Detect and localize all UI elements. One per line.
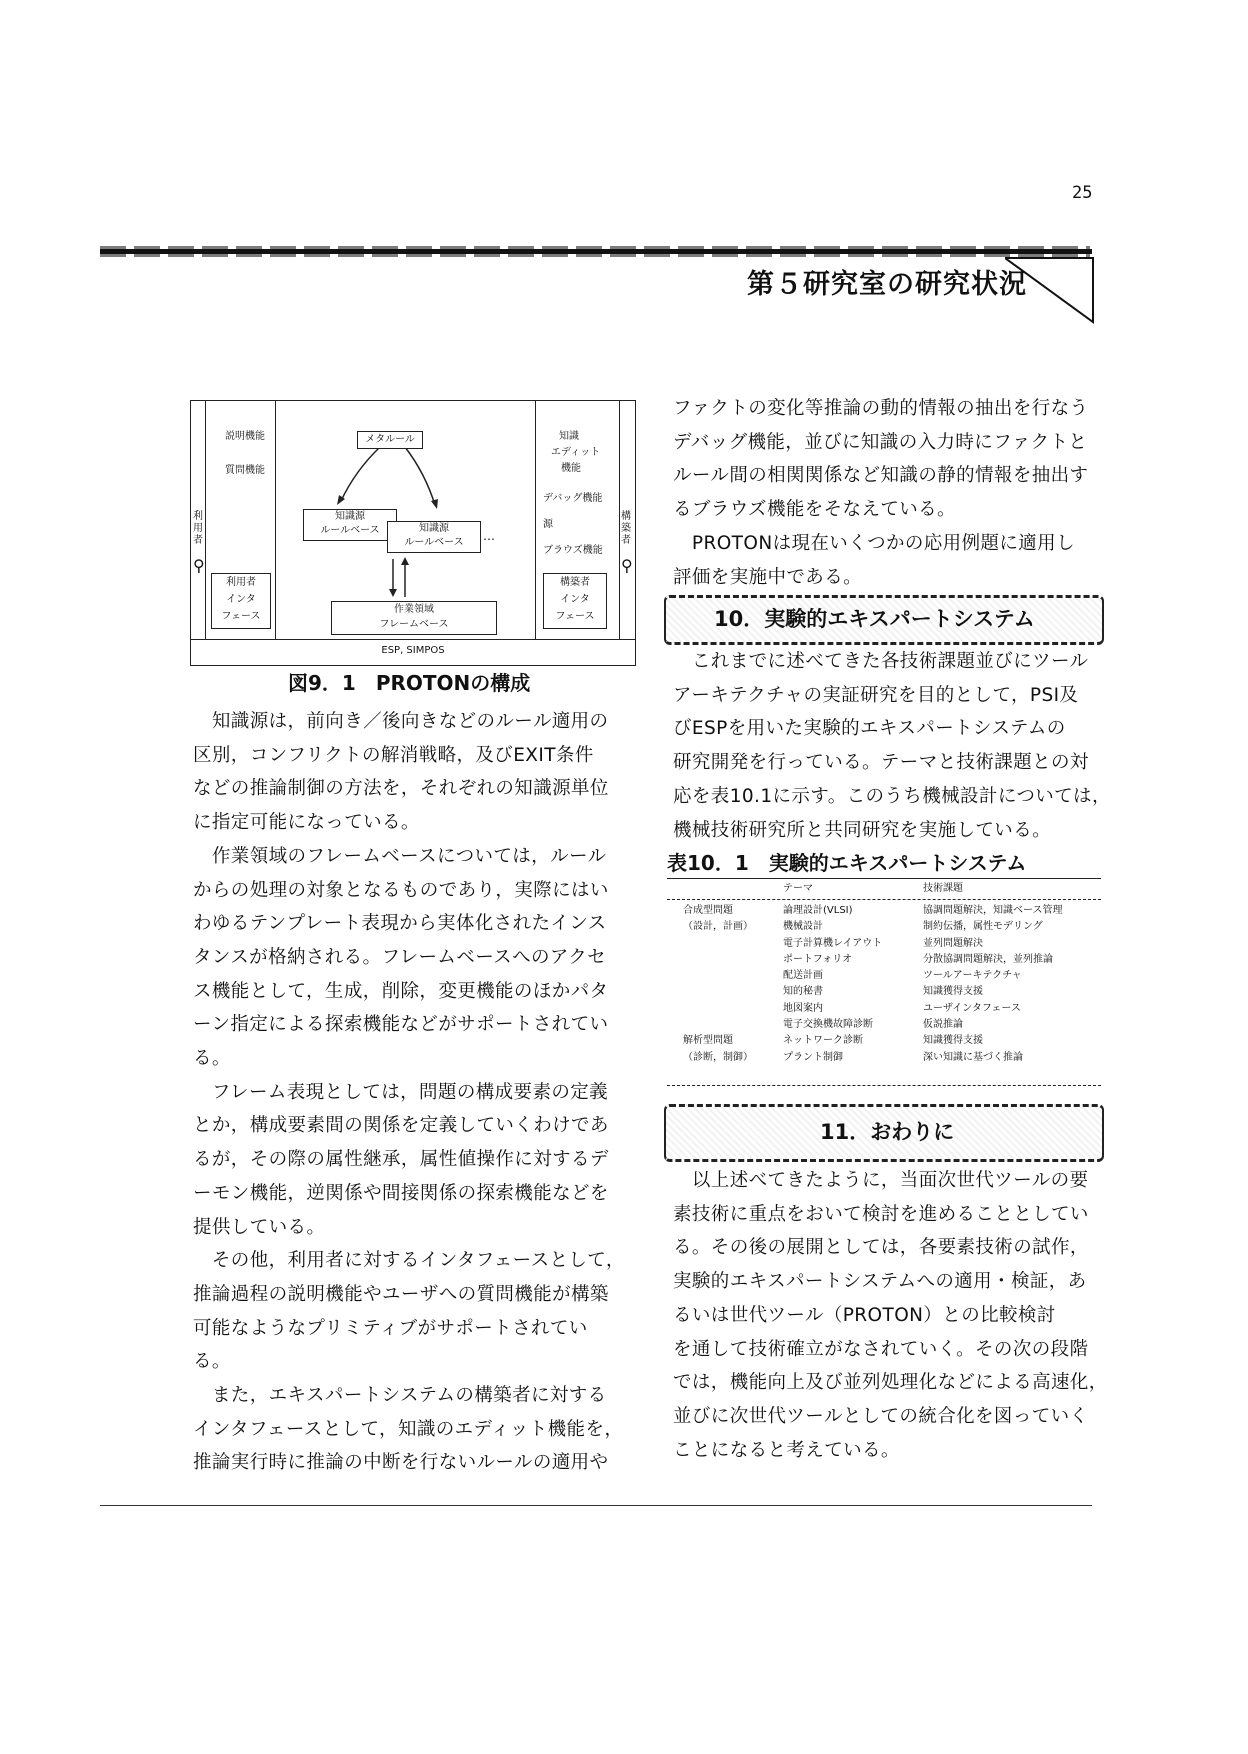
knowledge-source-line: ルールベース	[404, 537, 464, 548]
builder-interface-line: インタ	[560, 594, 590, 605]
figure-divider	[205, 401, 206, 639]
bottom-rule	[100, 1505, 1092, 1506]
work-area-line: 作業領域	[394, 604, 434, 615]
section-title: 第５研究室の研究状況	[747, 269, 1027, 300]
page-number: 25	[1072, 183, 1093, 203]
question-function-label: 質問機能	[225, 465, 265, 476]
explanation-function-label: 説明機能	[225, 431, 265, 442]
source-label: 源	[543, 519, 553, 530]
user-interface-line: フェース	[221, 611, 261, 622]
proton-architecture-figure	[190, 400, 636, 666]
table-issue-column: 協調問題解決，知識ベース管理 制約伝播，属性モデリング 並列問題解決 分散協調問題解決，並列推論 ツールアーキテクチャ 知識獲得支援 ユーザインタフェース 仮説推論 知識獲得支援 深い知識に基づく推論	[923, 905, 1063, 1063]
work-area-box	[331, 601, 497, 635]
section-10-heading: 10．実験的エキスパートシステム	[714, 607, 1035, 631]
user-interface-box	[211, 573, 271, 629]
table-category-column: 合成型問題 （設計，計画） 解析型問題 （診断，制御）	[683, 905, 753, 1063]
table-10-1	[667, 878, 1101, 1086]
right-column-text-top: ファクトの変化等推論の動的情報の抽出を行なう デバッグ機能，並びに知識の入力時にファクトと ルール間の相関関係など知識の静的情報を抽出す るブラウズ機能をそなえている。 PROTONは現在いくつかの応用例題に適用し 評価を実施中である。	[673, 398, 1089, 588]
knowledge-edit-label: エディット	[551, 447, 601, 458]
left-column-text: 知識源は，前向き／後向きなどのルール適用の 区別，コンフリクトの解消戦略，及びEXIT条件 などの推論制御の方法を，それぞれの知識源単位 に指定可能になっている。 作業領域のフレームベースについては，ルール からの処理の対象となるものであり，実際にはい わゆるテンプレート表現から実体化されたインス タンスが格納される。フレームベースへのアクセ ス機能として，生成，削除，変更機能のほかパタ ーン指定による探索機能などがサポートされてい る。 フレーム表現としては，問題の構成要素の定義 とか，構成要素間の関係を定義していくわけであ るが，その際の属性継承，属性値操作に対するデ ーモン機能，逆関係や間接関係の探索機能などを 提供している。 その他，利用者に対するインタフェースとして， 推論過程の説明機能やユーザへの質問機能が構築 可能なようなプリミティブがサポートされてい る。 また，エキスパートシステムの構築者に対する インタフェースとして，知識のエディット機能を， 推論実行時に推論の中断を行ないルールの適用や	[193, 711, 625, 1474]
table-header-rule	[667, 899, 1101, 900]
base-bar-label: ESP, SIMPOS	[381, 645, 445, 656]
knowledge-edit-label: 機能	[561, 463, 581, 474]
builder-side-label: 構築者	[621, 511, 631, 546]
right-column-text-end: 以上述べてきたように，当面次世代ツールの要 素技術に重点をおいて検討を進めることとしてい る。その後の展開としては，各要素技術の試作， 実験的エキスパートシステムへの適用・検証，あ るいは世代ツール（PROTON）との比較検討 を通して技術確立がなされていく。その次の段階 では，機能向上及び並列処理化などによる高速化， 並びに次世代ツールとしての統合化を図っていく ことになると考えている。	[673, 1170, 1108, 1461]
ellipsis-label: …	[483, 529, 495, 543]
header-rule	[100, 249, 1092, 254]
right-column-text-mid: これまでに述べてきた各技術課題並びにツール アーキテクチャの実証研究を目的として，PSI及 びESPを用いた実験的エキスパートシステムの 研究開発を行っている。テーマと技術課題との対 応を表10.1に示す。このうち機械設計については， 機械技術研究所と共同研究を実施している。	[673, 651, 1111, 841]
figure-divider	[619, 401, 620, 639]
user-interface-line: インタ	[226, 594, 256, 605]
builder-interface-box	[543, 573, 607, 629]
figure-divider	[535, 401, 536, 639]
table-title: 表10．1 実験的エキスパートシステム	[667, 851, 1027, 875]
builder-stick-figure-icon: ⚲	[621, 556, 633, 575]
knowledge-source-line: 知識源	[419, 523, 449, 534]
knowledge-source-line: ルールベース	[320, 525, 380, 536]
table-header-issue: 技術課題	[923, 883, 963, 894]
knowledge-source-line: 知識源	[335, 511, 365, 522]
knowledge-source-box-2	[387, 521, 481, 553]
figure-caption: 図9．1 PROTONの構成	[288, 671, 531, 695]
user-stick-figure-icon: ⚲	[193, 556, 205, 575]
debug-function-label: デバッグ機能	[543, 493, 603, 504]
builder-interface-line: 構築者	[560, 577, 590, 588]
user-interface-line: 利用者	[226, 577, 256, 588]
knowledge-source-box-1	[303, 509, 397, 541]
user-side-label: 利用者	[193, 511, 203, 546]
builder-interface-line: フェース	[555, 611, 595, 622]
section-11-heading: 11．おわりに	[820, 1120, 955, 1144]
figure-divider	[191, 639, 635, 640]
header-tab-corner	[1005, 254, 1097, 326]
table-header-theme: テーマ	[783, 883, 813, 894]
table-theme-column: 論理設計(VLSI) 機械設計 電子計算機レイアウト ポートフォリオ 配送計画 知的秘書 地図案内 電子交換機故障診断 ネットワーク診断 プラント制御	[783, 905, 883, 1063]
work-area-line: フレームベース	[379, 619, 449, 630]
meta-rule-box: メタルール	[357, 431, 423, 449]
knowledge-edit-label: 知識	[559, 431, 579, 442]
browse-function-label: ブラウズ機能	[543, 545, 603, 556]
